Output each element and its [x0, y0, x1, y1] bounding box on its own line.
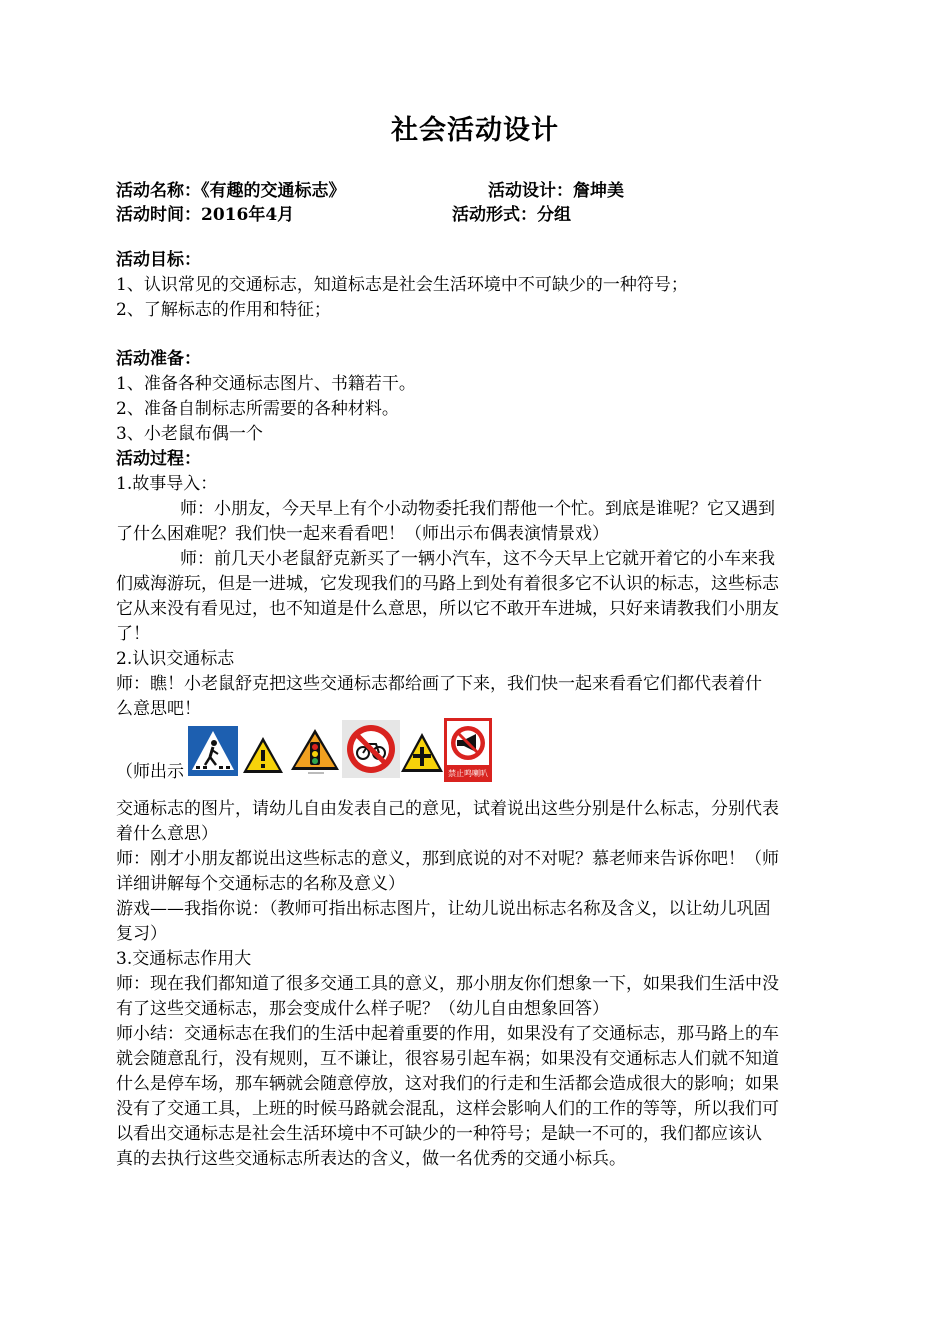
paragraph-line: 师：瞧！小老鼠舒克把这些交通标志都给画了下来，我们快一起来看看它们都代表着什: [116, 674, 762, 694]
paragraph-line: 游戏——我指你说：（教师可指出标志图片，让幼儿说出标志名称及含义，以让幼儿巩固: [116, 899, 771, 919]
paragraph-line: 师：现在我们都知道了很多交通工具的意义，那小朋友你们想象一下，如果我们生活中没: [116, 974, 779, 994]
crossroad-sign-icon: [400, 732, 444, 774]
pedestrian-crossing-sign-icon: [188, 726, 238, 776]
sign-caption: 禁止鸣喇叭: [448, 769, 488, 778]
activity-name: 活动名称：《有趣的交通标志》: [116, 181, 346, 201]
paragraph-line: （师出示: [116, 762, 184, 782]
paragraph-line: 没有了交通工具，上班的时候马路就会混乱，这样会影响人们的工作的等等，所以我们可: [116, 1099, 779, 1119]
prep-item: 1、准备各种交通标志图片、书籍若干。: [116, 374, 416, 394]
activity-time: 活动时间：2016年4月: [116, 205, 295, 225]
goal-item: 2、了解标志的作用和特征；: [116, 300, 331, 320]
no-bicycles-sign-icon: [342, 720, 400, 778]
paragraph-line: 了！: [116, 624, 150, 644]
paragraph-line: 交通标志的图片，请幼儿自由发表自己的意见，试着说出这些分别是什么标志，分别代表: [116, 799, 779, 819]
paragraph-line: 有了这些交通标志，那会变成什么样子呢？（幼儿自由想象回答）: [116, 999, 609, 1019]
paragraph-line: 师：前几天小老鼠舒克新买了一辆小汽车，这不今天早上它就开着它的小车来我: [180, 549, 775, 569]
paragraph-line: 们威海游玩，但是一进城，它发现我们的马路上到处有着很多它不认识的标志，这些标志: [116, 574, 779, 594]
paragraph-line: 什么是停车场，那车辆就会随意停放，这对我们的行走和生活都会造成很大的影响；如果: [116, 1074, 779, 1094]
paragraph-line: 详细讲解每个交通标志的名称及意义）: [116, 874, 405, 894]
prep-item: 3、小老鼠布偶一个: [116, 424, 263, 444]
paragraph-line: 师：小朋友，今天早上有个小动物委托我们帮他一个忙。到底是谁呢？它又遇到: [180, 499, 775, 519]
traffic-light-sign-icon: [290, 728, 340, 776]
prep-item: 2、准备自制标志所需要的各种材料。: [116, 399, 399, 419]
activity-form: 活动形式：分组: [452, 205, 571, 225]
page-title: 社会活动设计: [391, 115, 559, 146]
process-heading: 活动过程：: [116, 449, 201, 469]
activity-designer: 活动设计：詹坤美: [488, 181, 624, 201]
goal-item: 1、认识常见的交通标志，知道标志是社会生活环境中不可缺少的一种符号；: [116, 275, 688, 295]
paragraph-line: 它从来没有看见过，也不知道是什么意思，所以它不敢开车进城，只好来请教我们小朋友: [116, 599, 779, 619]
no-horn-sign-icon: [444, 718, 492, 782]
traffic-signs-row: [186, 718, 506, 784]
section-title: 2.认识交通标志: [116, 649, 235, 669]
paragraph-line: 复习）: [116, 924, 167, 944]
goals-heading: 活动目标：: [116, 250, 201, 270]
paragraph-line: 着什么意思）: [116, 824, 218, 844]
prep-heading: 活动准备：: [116, 349, 201, 369]
section-title: 1.故事导入：: [116, 474, 218, 494]
paragraph-line: 师：刚才小朋友都说出这些标志的意义，那到底说的对不对呢？慕老师来告诉你吧！（师: [116, 849, 779, 869]
paragraph-line: 就会随意乱行，没有规则，互不谦让，很容易引起车祸；如果没有交通标志人们就不知道: [116, 1049, 779, 1069]
section-title: 3.交通标志作用大: [116, 949, 252, 969]
warning-sign-icon: [242, 736, 284, 774]
paragraph-line: 真的去执行这些交通标志所表达的含义，做一名优秀的交通小标兵。: [116, 1149, 626, 1169]
paragraph-line: 以看出交通标志是社会生活环境中不可缺少的一种符号；是缺一不可的，我们都应该认: [116, 1124, 762, 1144]
paragraph-line: 了什么困难呢？我们快一起来看看吧！（师出示布偶表演情景戏）: [116, 524, 609, 544]
paragraph-line: 么意思吧！: [116, 699, 201, 719]
paragraph-line: 师小结：交通标志在我们的生活中起着重要的作用，如果没有了交通标志，那马路上的车: [116, 1024, 779, 1044]
